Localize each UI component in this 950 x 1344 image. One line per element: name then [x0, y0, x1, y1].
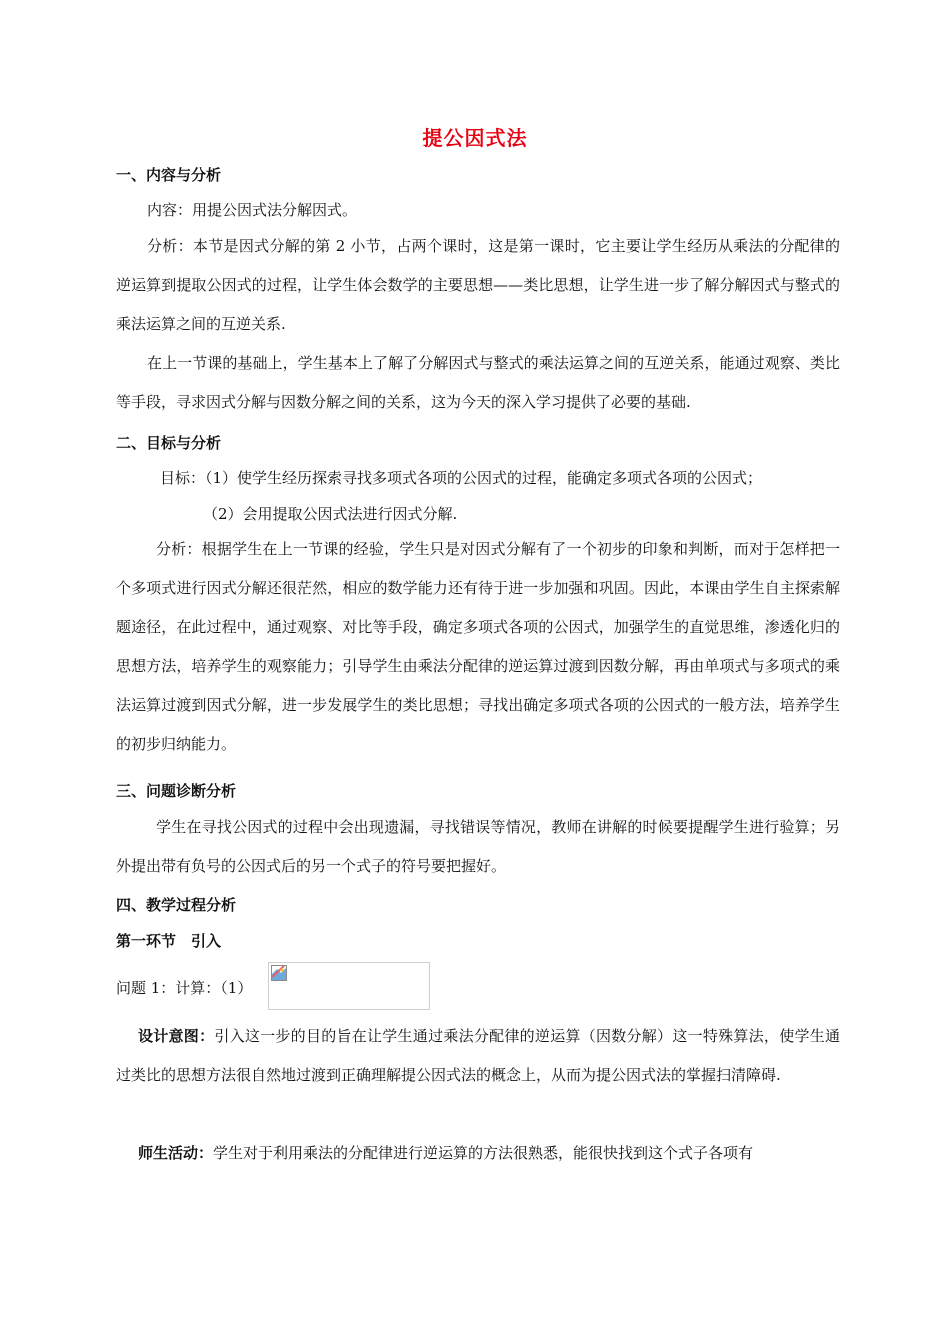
- design-intent-label: 设计意图：: [138, 1027, 215, 1045]
- section2-analysis-paragraph: 分析：根据学生在上一节课的经验，学生只是对因式分解有了一个初步的印象和判断，而对于怎样把一个多项式进行因式分解还很茫然，相应的数学能力还有待于进一步加强和巩固。因此，本课由学生自主探索解题途径，在此过程中，通过观察、对比等手段，确定多项式各项的公因式，加强学生的直觉思维，渗透化归的思想方法，培养学生的观察能力；引导学生由乘法分配律的逆运算过渡到因数分解，再由单项式与多项式的乘法运算过渡到因式分解，进一步发展学生的类比思想；寻找出确定多项式各项的公因式的一般方法，培养学生的初步归纳能力。: [116, 540, 840, 753]
- section1-analysis-paragraph: 分析：本节是因式分解的第 2 小节，占两个课时，这是第一课时，它主要让学生经历从乘法的分配律的逆运算到提取公因式的过程，让学生体会数学的主要思想——类比思想，让学生进一步了解分解因式与整式的乘法运算之间的互逆关系.: [116, 237, 840, 333]
- question-1: 问题 1：计算：（1）: [116, 979, 253, 997]
- teacher-student-activity-paragraph: [116, 1134, 840, 1173]
- section-heading-goals-analysis: 二、目标与分析: [116, 434, 222, 452]
- formula-image-placeholder: [268, 962, 430, 1010]
- content-statement: 内容：用提公因式法分解因式。: [147, 201, 358, 219]
- section-heading-teaching-process: 四、教学过程分析: [116, 896, 237, 914]
- section-heading-problem-diagnosis: 三、问题诊断分析: [116, 782, 237, 800]
- activity-label: 师生活动：: [138, 1144, 214, 1162]
- goal-item-2: （2）会用提取公因式法进行因式分解.: [203, 505, 458, 523]
- broken-image-icon: [271, 965, 287, 981]
- activity-text: 学生对于利用乘法的分配律进行逆运算的方法很熟悉，能很快找到这个式子各项有: [213, 1144, 754, 1162]
- section-heading-content-analysis: 一、内容与分析: [116, 166, 222, 184]
- goal-item-1: 目标：（1）使学生经历探索寻找多项式各项的公因式的过程，能确定多项式各项的公因式；: [160, 469, 763, 487]
- design-intent-text: 引入这一步的目的旨在让学生通过乘法分配律的逆运算（因数分解）这一特殊算法，使学生通过类比的思想方法很自然地过渡到正确理解提公因式法的概念上，从而为提公因式法的掌握扫清障碍.: [116, 1027, 840, 1084]
- section1-basis-paragraph: 在上一节课的基础上，学生基本上了解了分解因式与整式的乘法运算之间的互逆关系，能通过观察、类比等手段，寻求因式分解与因数分解之间的关系，这为今天的深入学习提供了必要的基础.: [116, 354, 840, 411]
- section3-paragraph: 学生在寻找公因式的过程中会出现遗漏，寻找错误等情况，教师在讲解的时候要提醒学生进行验算；另外提出带有负号的公因式后的另一个式子的符号要把握好。: [116, 818, 840, 875]
- document-title: 提公因式法: [422, 126, 528, 150]
- design-intent-paragraph: [116, 1017, 840, 1095]
- step-heading-introduction: 第一环节 引入: [116, 932, 222, 950]
